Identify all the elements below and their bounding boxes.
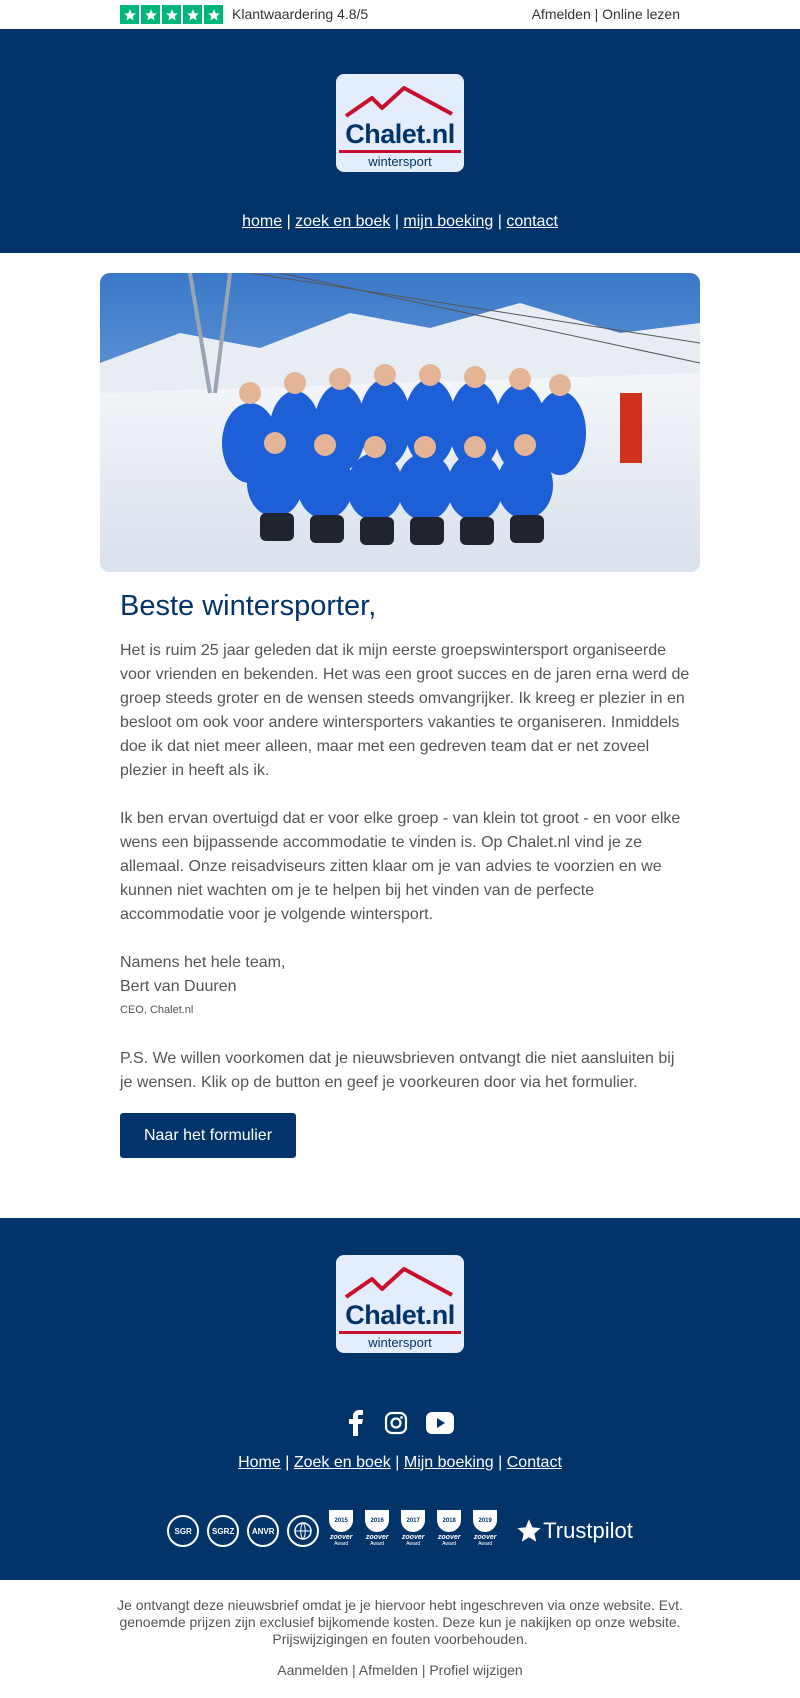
nav-contact[interactable]: contact (506, 213, 558, 230)
logo-tagline: wintersport (368, 1335, 432, 1350)
nav-my-booking[interactable]: mijn boeking (403, 213, 494, 230)
read-online-link[interactable]: Online lezen (602, 6, 680, 22)
certification-badges (0, 1510, 800, 1552)
sgrz-badge: SGRZ (207, 1515, 239, 1547)
separator: | (394, 213, 399, 230)
star-icon (120, 5, 139, 24)
edit-profile-link[interactable]: Profiel wijzigen (429, 1662, 523, 1678)
team-on-slope-image (100, 273, 700, 572)
signature-role: CEO, Chalet.nl (120, 1004, 194, 1016)
social-links (0, 1410, 800, 1436)
footer-chalet-logo[interactable] (336, 1255, 464, 1353)
top-bar (0, 0, 800, 29)
ps-paragraph: P.S. We willen voorkomen dat je nieuwsbrieven ontvangt die niet aansluiten bij je wensen. Klik op de button en geef je voorkeuren door via het formulier. (120, 1050, 675, 1091)
subscribe-link[interactable]: Aanmelden (277, 1662, 349, 1678)
logo-red-line (339, 1331, 461, 1334)
anvr-badge: ANVR (247, 1515, 279, 1547)
trustpilot-logo[interactable] (515, 1517, 633, 1545)
separator: | (498, 1454, 503, 1471)
chalet-logo[interactable] (336, 74, 464, 172)
star-icon (162, 5, 181, 24)
top-links (532, 6, 680, 22)
star-icon (141, 5, 160, 24)
footer-nav-contact[interactable]: Contact (506, 1454, 562, 1471)
signature (120, 951, 690, 999)
zoover-award-2015: 2015 zoover Award (327, 1510, 355, 1552)
footer-nav-search-book[interactable]: Zoek en boek (293, 1454, 391, 1471)
unsubscribe-link[interactable]: Afmelden (358, 1662, 418, 1678)
signature-line-1: Namens het hele team, (120, 954, 286, 971)
separator: | (594, 6, 599, 22)
separator: | (395, 1454, 400, 1471)
logo-red-line (339, 150, 461, 153)
signature-name: Bert van Duuren (120, 978, 237, 995)
unsubscribe-link[interactable]: Afmelden (531, 6, 591, 22)
footer-nav-my-booking[interactable]: Mijn boeking (403, 1454, 494, 1471)
logo-brand: Chalet.nl (345, 119, 455, 149)
logo-brand: Chalet.nl (345, 1300, 455, 1330)
footer (0, 1218, 800, 1580)
instagram-icon[interactable] (384, 1411, 408, 1435)
trustpilot-rating-stars (120, 5, 223, 24)
logo-tagline: wintersport (368, 154, 432, 169)
intro-paragraph: Het is ruim 25 jaar geleden dat ik mijn eerste groepswintersport organiseerde voor vrienden en bekenden. Het was een groot succes en de jaren erna werd de groep steeds groter en de wensen steeds omvangrijker. Ik kreeg er plezier in en besloot om ook voor andere wintersporters vakanties te organiseren. Inmiddels doe ik dat niet meer alleen, maar met een gedreven team dat er net zoveel plezier in heeft als ik. (120, 642, 690, 779)
star-icon (183, 5, 202, 24)
separator: | (497, 213, 502, 230)
zoover-award-2017: 2017 zoover Award (399, 1510, 427, 1552)
to-form-button[interactable]: Naar het formulier (120, 1113, 296, 1158)
zoover-award-2016: 2016 zoover Award (363, 1510, 391, 1552)
greeting-heading: Beste wintersporter, (120, 590, 377, 622)
nav-search-book[interactable]: zoek en boek (295, 213, 391, 230)
header (0, 29, 800, 253)
footer-nav (0, 1454, 800, 1472)
disclaimer-text: Je ontvangt deze nieuwsbrief omdat je je hiervoor hebt ingeschreven via onze website. Evt. genoemde prijzen zijn exclusief bijkomende kosten. Deze kun je nakijken op onze website. Prijswijzigingen en fouten voorbehouden. (117, 1597, 683, 1647)
footer-nav-home[interactable]: Home (238, 1454, 281, 1471)
globe-badge-icon (287, 1515, 319, 1547)
separator: | (352, 1662, 356, 1678)
youtube-icon[interactable] (426, 1412, 454, 1434)
separator: | (421, 1662, 426, 1678)
trustpilot-label: Trustpilot (543, 1518, 633, 1543)
separator: | (285, 1454, 290, 1471)
sgr-badge: SGR (167, 1515, 199, 1547)
hero-team-photo (100, 273, 700, 572)
star-icon (204, 5, 223, 24)
trustpilot-star-icon (515, 1517, 543, 1545)
facebook-icon[interactable] (346, 1410, 366, 1436)
bottom-links (0, 1662, 800, 1678)
rating-text: Klantwaardering 4.8/5 (232, 6, 369, 22)
zoover-award-2018: 2018 zoover Award (435, 1510, 463, 1552)
zoover-award-2019: 2019 zoover Award (471, 1510, 499, 1552)
body-paragraph: Ik ben ervan overtuigd dat er voor elke groep - van klein tot groot - en voor elke wens een bijpassende accommodatie te vinden is. Op Chalet.nl vind je ze allemaal. Onze reisadviseurs zitten klaar om je van advies te voorzien en we kunnen niet wachten om je te helpen bij het vinden van de perfecte accommodatie voor je volgende wintersport. (120, 810, 681, 923)
separator: | (286, 213, 291, 230)
nav-home[interactable]: home (242, 213, 283, 230)
header-nav (0, 213, 800, 231)
